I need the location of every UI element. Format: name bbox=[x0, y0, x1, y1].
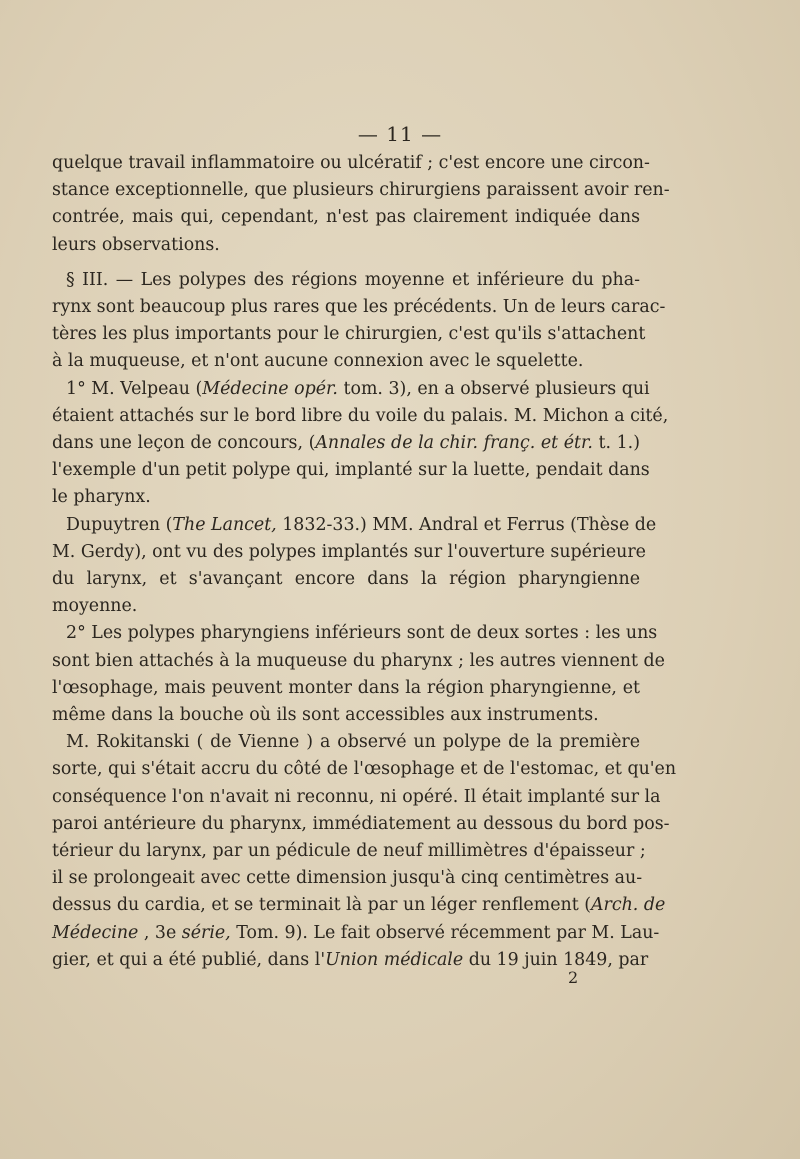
text-line: stance exceptionnelle, que plusieurs chirurgiens paraissent avoir ren- bbox=[52, 180, 670, 201]
text-line: l'exemple d'un petit polype qui, implanté sur la luette, pendait dans bbox=[52, 460, 650, 481]
text-line: paroi antérieure du pharynx, immédiatement au dessous du bord pos- bbox=[52, 813, 670, 834]
text-line: térieur du larynx, par un pédicule de neuf millimètres d'épaisseur ; bbox=[52, 841, 646, 862]
text-line: gier, et qui a été publié, dans l'Union médicale du 19 juin 1849, par bbox=[52, 949, 649, 970]
text-line: tères les plus importants pour le chirurgien, c'est qu'ils s'attachent bbox=[52, 324, 646, 345]
text-line: l'œsophage, mais peuvent monter dans la région pharyngienne, et bbox=[52, 677, 640, 698]
text-line: Médecine , 3e série, Tom. 9). Le fait observé récemment par M. Lau- bbox=[52, 922, 660, 943]
text-line: rynx sont beaucoup plus rares que les précédents. Un de leurs carac- bbox=[52, 297, 666, 318]
text-line: sont bien attachés à la muqueuse du pharynx ; les autres viennent de bbox=[52, 650, 665, 671]
text-line: Dupuytren (The Lancet, 1832-33.) MM. Andral et Ferrus (Thèse de bbox=[66, 514, 657, 535]
text-line: contrée, mais qui, cependant, n'est pas clairement indiquée dans bbox=[52, 207, 640, 228]
text-line: 2° Les polypes pharyngiens inférieurs sont de deux sortes : les uns bbox=[66, 623, 658, 644]
text-line: M. Gerdy), ont vu des polypes implantés sur l'ouverture supérieure bbox=[52, 541, 646, 562]
text-line: sorte, qui s'était accru du côté de l'œsophage et de l'estomac, et qu'en bbox=[52, 759, 677, 780]
text-line: quelque travail inflammatoire ou ulcératif ; c'est encore une circon- bbox=[52, 153, 650, 173]
text-line: il se prolongeait avec cette dimension jusqu'à cinq centimètres au- bbox=[52, 868, 643, 889]
text-line: conséquence l'on n'avait ni reconnu, ni opéré. Il était implanté sur la bbox=[52, 786, 661, 807]
text-line: à la muqueuse, et n'ont aucune connexion avec le squelette. bbox=[52, 351, 584, 372]
page-number: — 11 — bbox=[357, 122, 443, 146]
paragraph-gap bbox=[52, 259, 640, 267]
body-text bbox=[52, 150, 677, 974]
signature-mark: 2 bbox=[568, 968, 579, 987]
text-line: moyenne. bbox=[52, 596, 138, 617]
text-line: § III. — Les polypes des régions moyenne et inférieure du pha- bbox=[66, 269, 640, 290]
text-line: étaient attachés sur le bord libre du voile du palais. M. Michon a cité, bbox=[52, 405, 669, 426]
text-line: leurs observations. bbox=[52, 234, 220, 255]
text-line: le pharynx. bbox=[52, 487, 151, 508]
text-line: du larynx, et s'avançant encore dans la région pharyngienne bbox=[52, 569, 640, 590]
text-line: dans une leçon de concours, (Annales de la chir. franç. et étr. t. 1.) bbox=[52, 433, 640, 454]
text-line: 1° M. Velpeau (Médecine opér. tom. 3), en a observé plusieurs qui bbox=[66, 378, 650, 399]
text-line: même dans la bouche où ils sont accessibles aux instruments. bbox=[52, 705, 599, 726]
text-line: M. Rokitanski ( de Vienne ) a observé un polype de la première bbox=[66, 732, 640, 753]
text-line: dessus du cardia, et se terminait là par un léger renflement (Arch. de bbox=[52, 895, 666, 916]
